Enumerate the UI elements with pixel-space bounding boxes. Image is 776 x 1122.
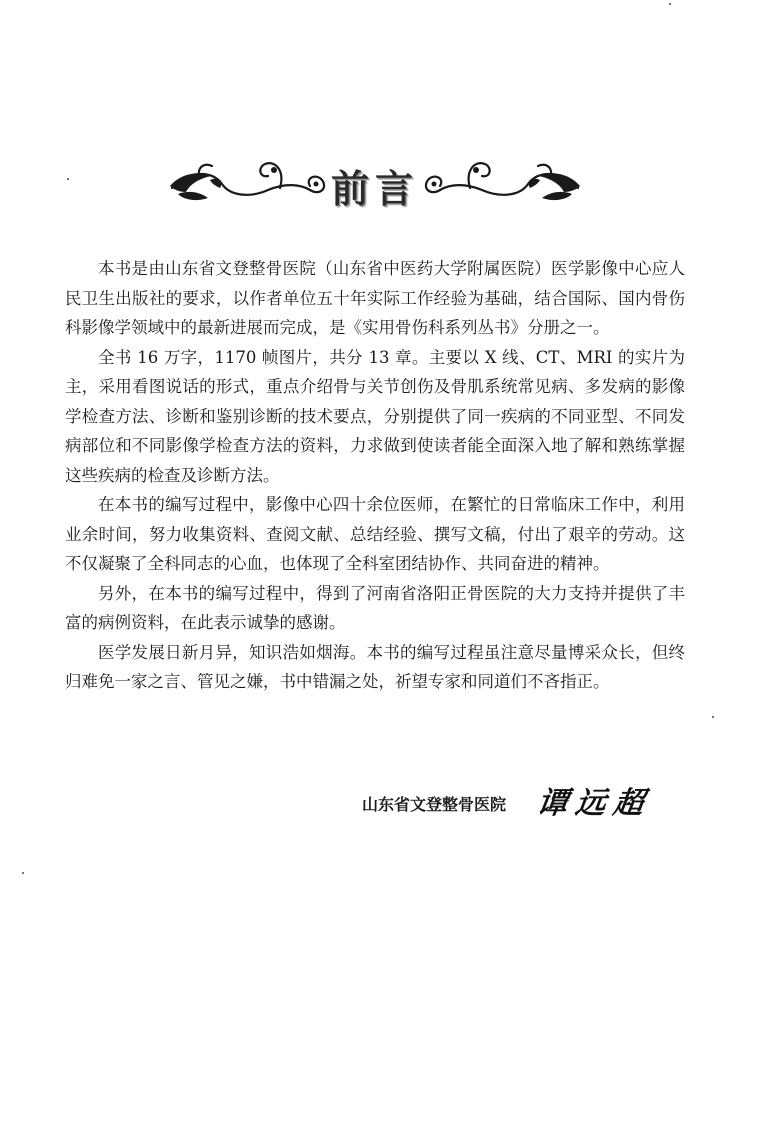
paragraph: 全书 16 万字，1170 帧图片，共分 13 章。主要以 X 线、CT、MRI 的实片为主，采用看图说话的形式，重点介绍骨与关节创伤及骨肌系统常见病、多发病的影像学检查方法、诊断和鉴别诊断的技术要点，分别提供了同一疾病的不同亚型、不同发病部位和不同影像学检查方法的资料，力求做到使读者能全面深入地了解和熟练掌握这些疾病的检查及诊断方法。: [65, 347, 685, 485]
paragraph: 医学发展日新月异，知识浩如烟海。本书的编写过程虽注意尽量博采众长，但终归难免一家之言、管见之嫌，书中错漏之处，祈望专家和同道们不吝指正。: [65, 642, 685, 691]
signature-block: [300, 778, 700, 826]
signature-handwritten-name: 谭远超: [535, 786, 654, 821]
paragraph: 本书是由山东省文登整骨医院（山东省中医药大学附属医院）医学影像中心应人民卫生出版社的要求，以作者单位五十年实际工作经验为基础，结合国际、国内骨伤科影像学领域中的最新进展而完成，是《实用骨伤科系列丛书》分册之一。: [65, 259, 685, 337]
signature-organization: 山东省文登整骨医院: [362, 795, 507, 814]
scan-speck: [67, 178, 69, 180]
preface-body: [65, 254, 685, 697]
scroll-ornament-left-icon: [160, 148, 340, 218]
paragraph: 另外，在本书的编写过程中，得到了河南省洛阳正骨医院的大力支持并提供了丰富的病例资料，在此表示诚挚的感谢。: [65, 583, 685, 632]
scroll-ornament-right-icon: [410, 148, 590, 218]
page-title: 前言: [330, 166, 419, 211]
scan-speck: [669, 3, 671, 5]
scan-speck: [22, 872, 24, 874]
paragraph: 在本书的编写过程中，影像中心四十余位医师，在繁忙的日常临床工作中，利用业余时间，努力收集资料、查阅文献、总结经验、撰写文稿，付出了艰辛的劳动。这不仅凝聚了全科同志的心血，也体现了全科室团结协作、共同奋进的精神。: [65, 495, 685, 573]
title-banner: [160, 148, 590, 218]
scan-speck: [712, 716, 714, 718]
